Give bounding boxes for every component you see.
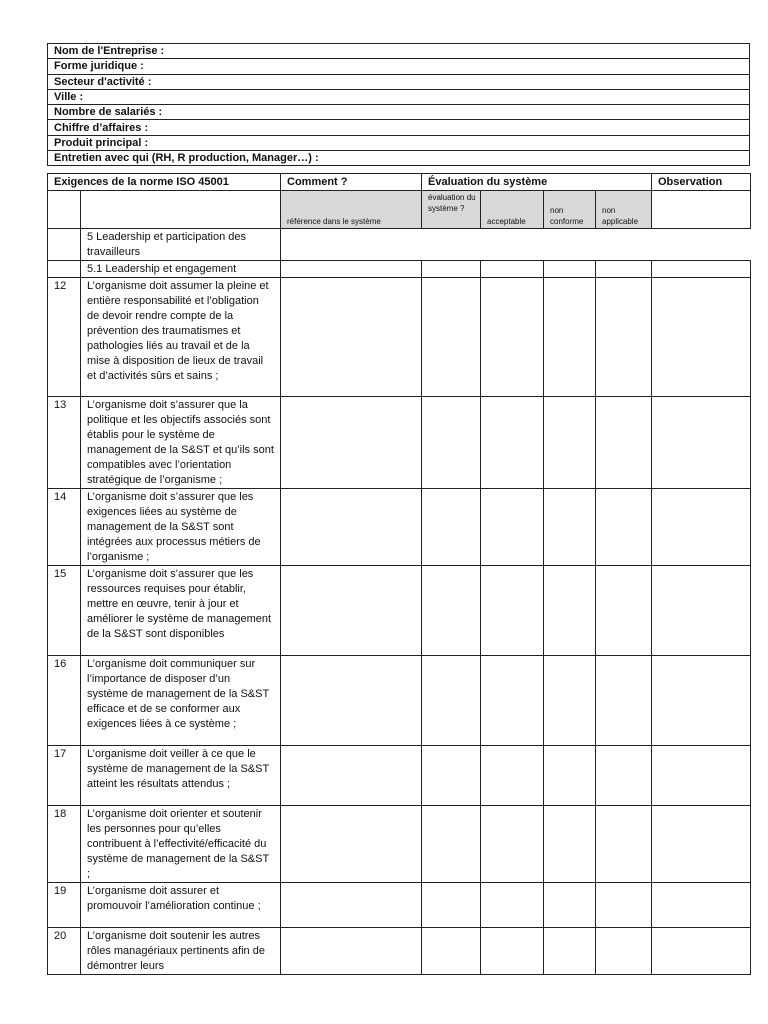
- subsection-title: 5.1 Leadership et engagement: [81, 261, 281, 278]
- acceptable-subheader: acceptable: [481, 191, 544, 229]
- requirement-text: L’organisme doit assurer et promouvoir l’amélioration continue ;: [81, 883, 281, 928]
- legal-form-field: Forme juridique :: [48, 59, 750, 74]
- section-row: [48, 229, 751, 261]
- company-name-field: Nom de l'Entreprise :: [48, 44, 750, 59]
- row-number: 12: [48, 278, 81, 397]
- employees-field: Nombre de salariés :: [48, 105, 750, 120]
- section-title: 5 Leadership et participation des travailleurs: [81, 229, 281, 261]
- requirement-text: L’organisme doit soutenir les autres rôles managériaux pertinents afin de démontrer leurs: [81, 928, 281, 975]
- table-row: [48, 656, 751, 746]
- requirement-text: L’organisme doit s’assurer que les exigences liées au système de management de la S&ST sont intégrées aux processus métiers de l’organisme ;: [81, 489, 281, 566]
- table-row: [48, 806, 751, 883]
- subsection-row: [48, 261, 751, 278]
- requirement-text: L’organisme doit veiller à ce que le système de management de la S&ST atteint les résultats attendus ;: [81, 746, 281, 806]
- observation-header: Observation: [652, 174, 751, 191]
- evaluation-header: Évaluation du système: [422, 174, 652, 191]
- table-row: [48, 928, 751, 975]
- row-number: 14: [48, 489, 81, 566]
- header-row: [48, 174, 751, 191]
- table-row: [48, 883, 751, 928]
- requirements-table: [47, 173, 751, 975]
- subheader-row: [48, 191, 751, 229]
- row-number: 18: [48, 806, 81, 883]
- requirement-text: L’organisme doit s’assurer que la politique et les objectifs associés sont établis pour le système de management de la S&ST et qu’ils sont compatibles avec l’orientation stratégique de l’organisme ;: [81, 397, 281, 489]
- evaluation-subheader: évaluation du système ?: [422, 191, 481, 229]
- table-row: [48, 278, 751, 397]
- requirement-text: L’organisme doit assumer la pleine et entière responsabilité et l’obligation de devoir rendre compte de la prévention des traumatismes et pathologies liés au travail et de la mise à disposition de lieux de travail et d’activités sûrs et sains ;: [81, 278, 281, 397]
- table-row: [48, 746, 751, 806]
- row-number: 13: [48, 397, 81, 489]
- requirement-text: L’organisme doit communiquer sur l’importance de disposer d’un système de management de la S&ST efficace et de se conformer aux exigences liées à ce système ;: [81, 656, 281, 746]
- row-number: 15: [48, 566, 81, 656]
- company-info-table: [47, 43, 750, 166]
- table-row: [48, 489, 751, 566]
- sector-field: Secteur d'activité :: [48, 74, 750, 89]
- non-applicable-subheader: non applicable: [596, 191, 652, 229]
- table-row: [48, 566, 751, 656]
- row-number: 19: [48, 883, 81, 928]
- requirements-header: Exigences de la norme ISO 45001: [48, 174, 281, 191]
- interviewee-field: Entretien avec qui (RH, R production, Manager…) :: [48, 151, 750, 166]
- city-field: Ville :: [48, 89, 750, 104]
- reference-subheader: référence dans le système: [281, 191, 422, 229]
- table-row: [48, 397, 751, 489]
- row-number: 16: [48, 656, 81, 746]
- row-number: 20: [48, 928, 81, 975]
- comment-header: Comment ?: [281, 174, 422, 191]
- main-product-field: Produit principal :: [48, 135, 750, 150]
- requirement-text: L’organisme doit orienter et soutenir les personnes pour qu’elles contribuent à l’effectivité/efficacité du système de management de la S&ST ;: [81, 806, 281, 883]
- requirement-text: L’organisme doit s’assurer que les ressources requises pour établir, mettre en œuvre, tenir à jour et améliorer le système de management de la S&ST sont disponibles: [81, 566, 281, 656]
- non-conforme-subheader: non conforme: [544, 191, 596, 229]
- revenue-field: Chiffre d’affaires :: [48, 120, 750, 135]
- row-number: 17: [48, 746, 81, 806]
